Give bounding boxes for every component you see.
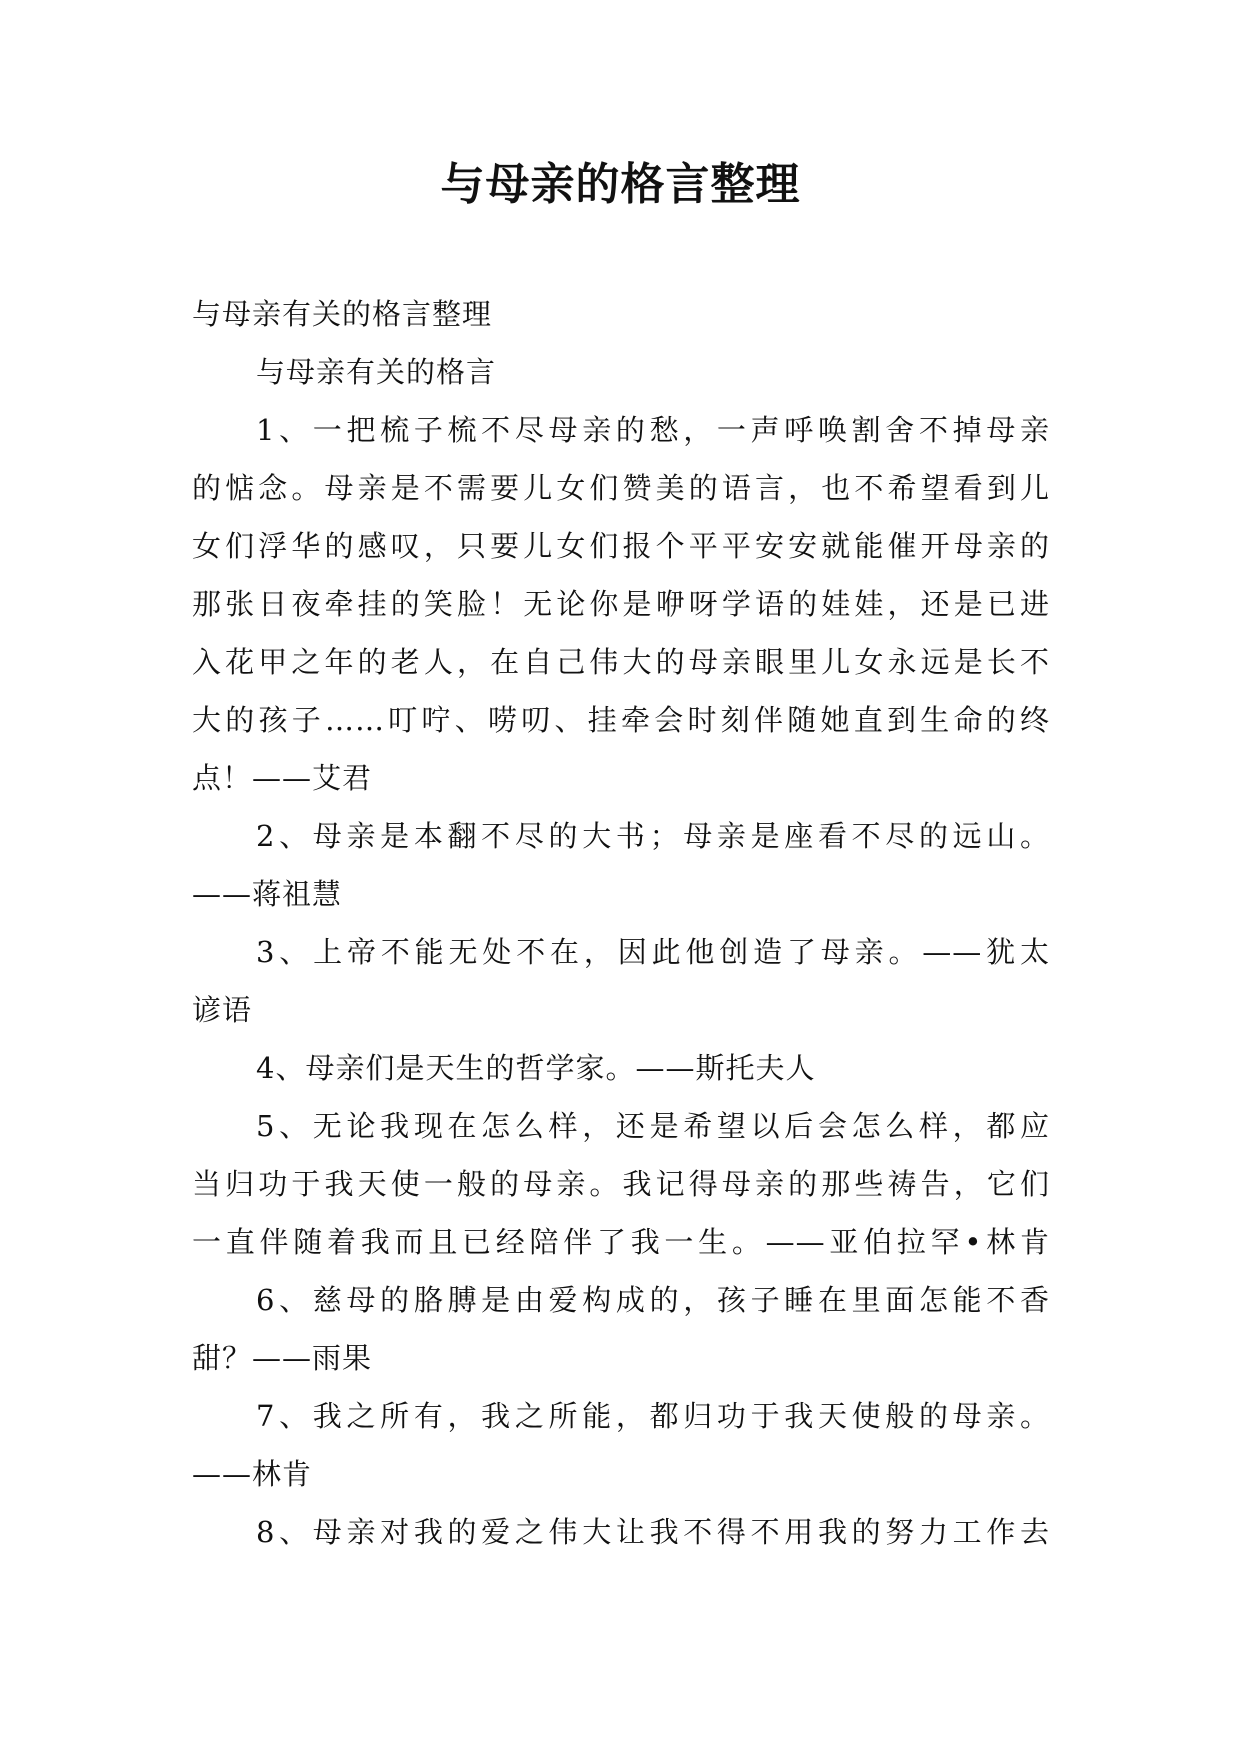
text-line: 8、母亲对我的爱之伟大让我不得不用我的努力工作去: [256, 1515, 1050, 1549]
text-line: 6、慈母的胳膊是由爱构成的，孩子睡在里面怎能不香: [256, 1283, 1050, 1317]
text-line: 当归功于我天使一般的母亲。我记得母亲的那些祷告，它们: [192, 1167, 1050, 1201]
text-line: 的惦念。母亲是不需要儿女们赞美的语言，也不希望看到儿: [192, 471, 1050, 505]
text-line: 5、无论我现在怎么样，还是希望以后会怎么样，都应: [256, 1109, 1050, 1143]
text-line: 大的孩子……叮咛、唠叨、挂牵会时刻伴随她直到生命的终: [192, 703, 1050, 737]
text-line: 女们浮华的感叹，只要儿女们报个平平安安就能催开母亲的: [192, 529, 1050, 563]
text-line: 点！——艾君: [192, 761, 373, 795]
text-line: 那张日夜牵挂的笑脸！无论你是咿呀学语的娃娃，还是已进: [192, 587, 1050, 621]
text-line: 1、一把梳子梳不尽母亲的愁，一声呼唤割舍不掉母亲: [256, 413, 1050, 447]
text-line: 与母亲有关的格言: [256, 355, 497, 389]
text-line: 2、母亲是本翻不尽的大书；母亲是座看不尽的远山。: [256, 819, 1050, 853]
document-title: 与母亲的格言整理: [440, 159, 801, 210]
document-body: [192, 285, 1050, 1561]
text-line: 3、上帝不能无处不在，因此他创造了母亲。——犹太: [256, 935, 1050, 969]
text-line: 与母亲有关的格言整理: [192, 297, 493, 331]
text-line: 一直伴随着我而且已经陪伴了我一生。——亚伯拉罕•林肯: [192, 1225, 1050, 1259]
text-line: 甜？——雨果: [192, 1341, 373, 1375]
text-line: ——林肯: [192, 1457, 313, 1491]
text-line: ——蒋祖慧: [192, 877, 343, 911]
text-line: 入花甲之年的老人，在自己伟大的母亲眼里儿女永远是长不: [192, 645, 1050, 679]
text-line: 谚语: [192, 993, 253, 1027]
text-line: 4、母亲们是天生的哲学家。——斯托夫人: [256, 1051, 816, 1085]
text-line: 7、我之所有，我之所能，都归功于我天使般的母亲。: [256, 1399, 1050, 1433]
